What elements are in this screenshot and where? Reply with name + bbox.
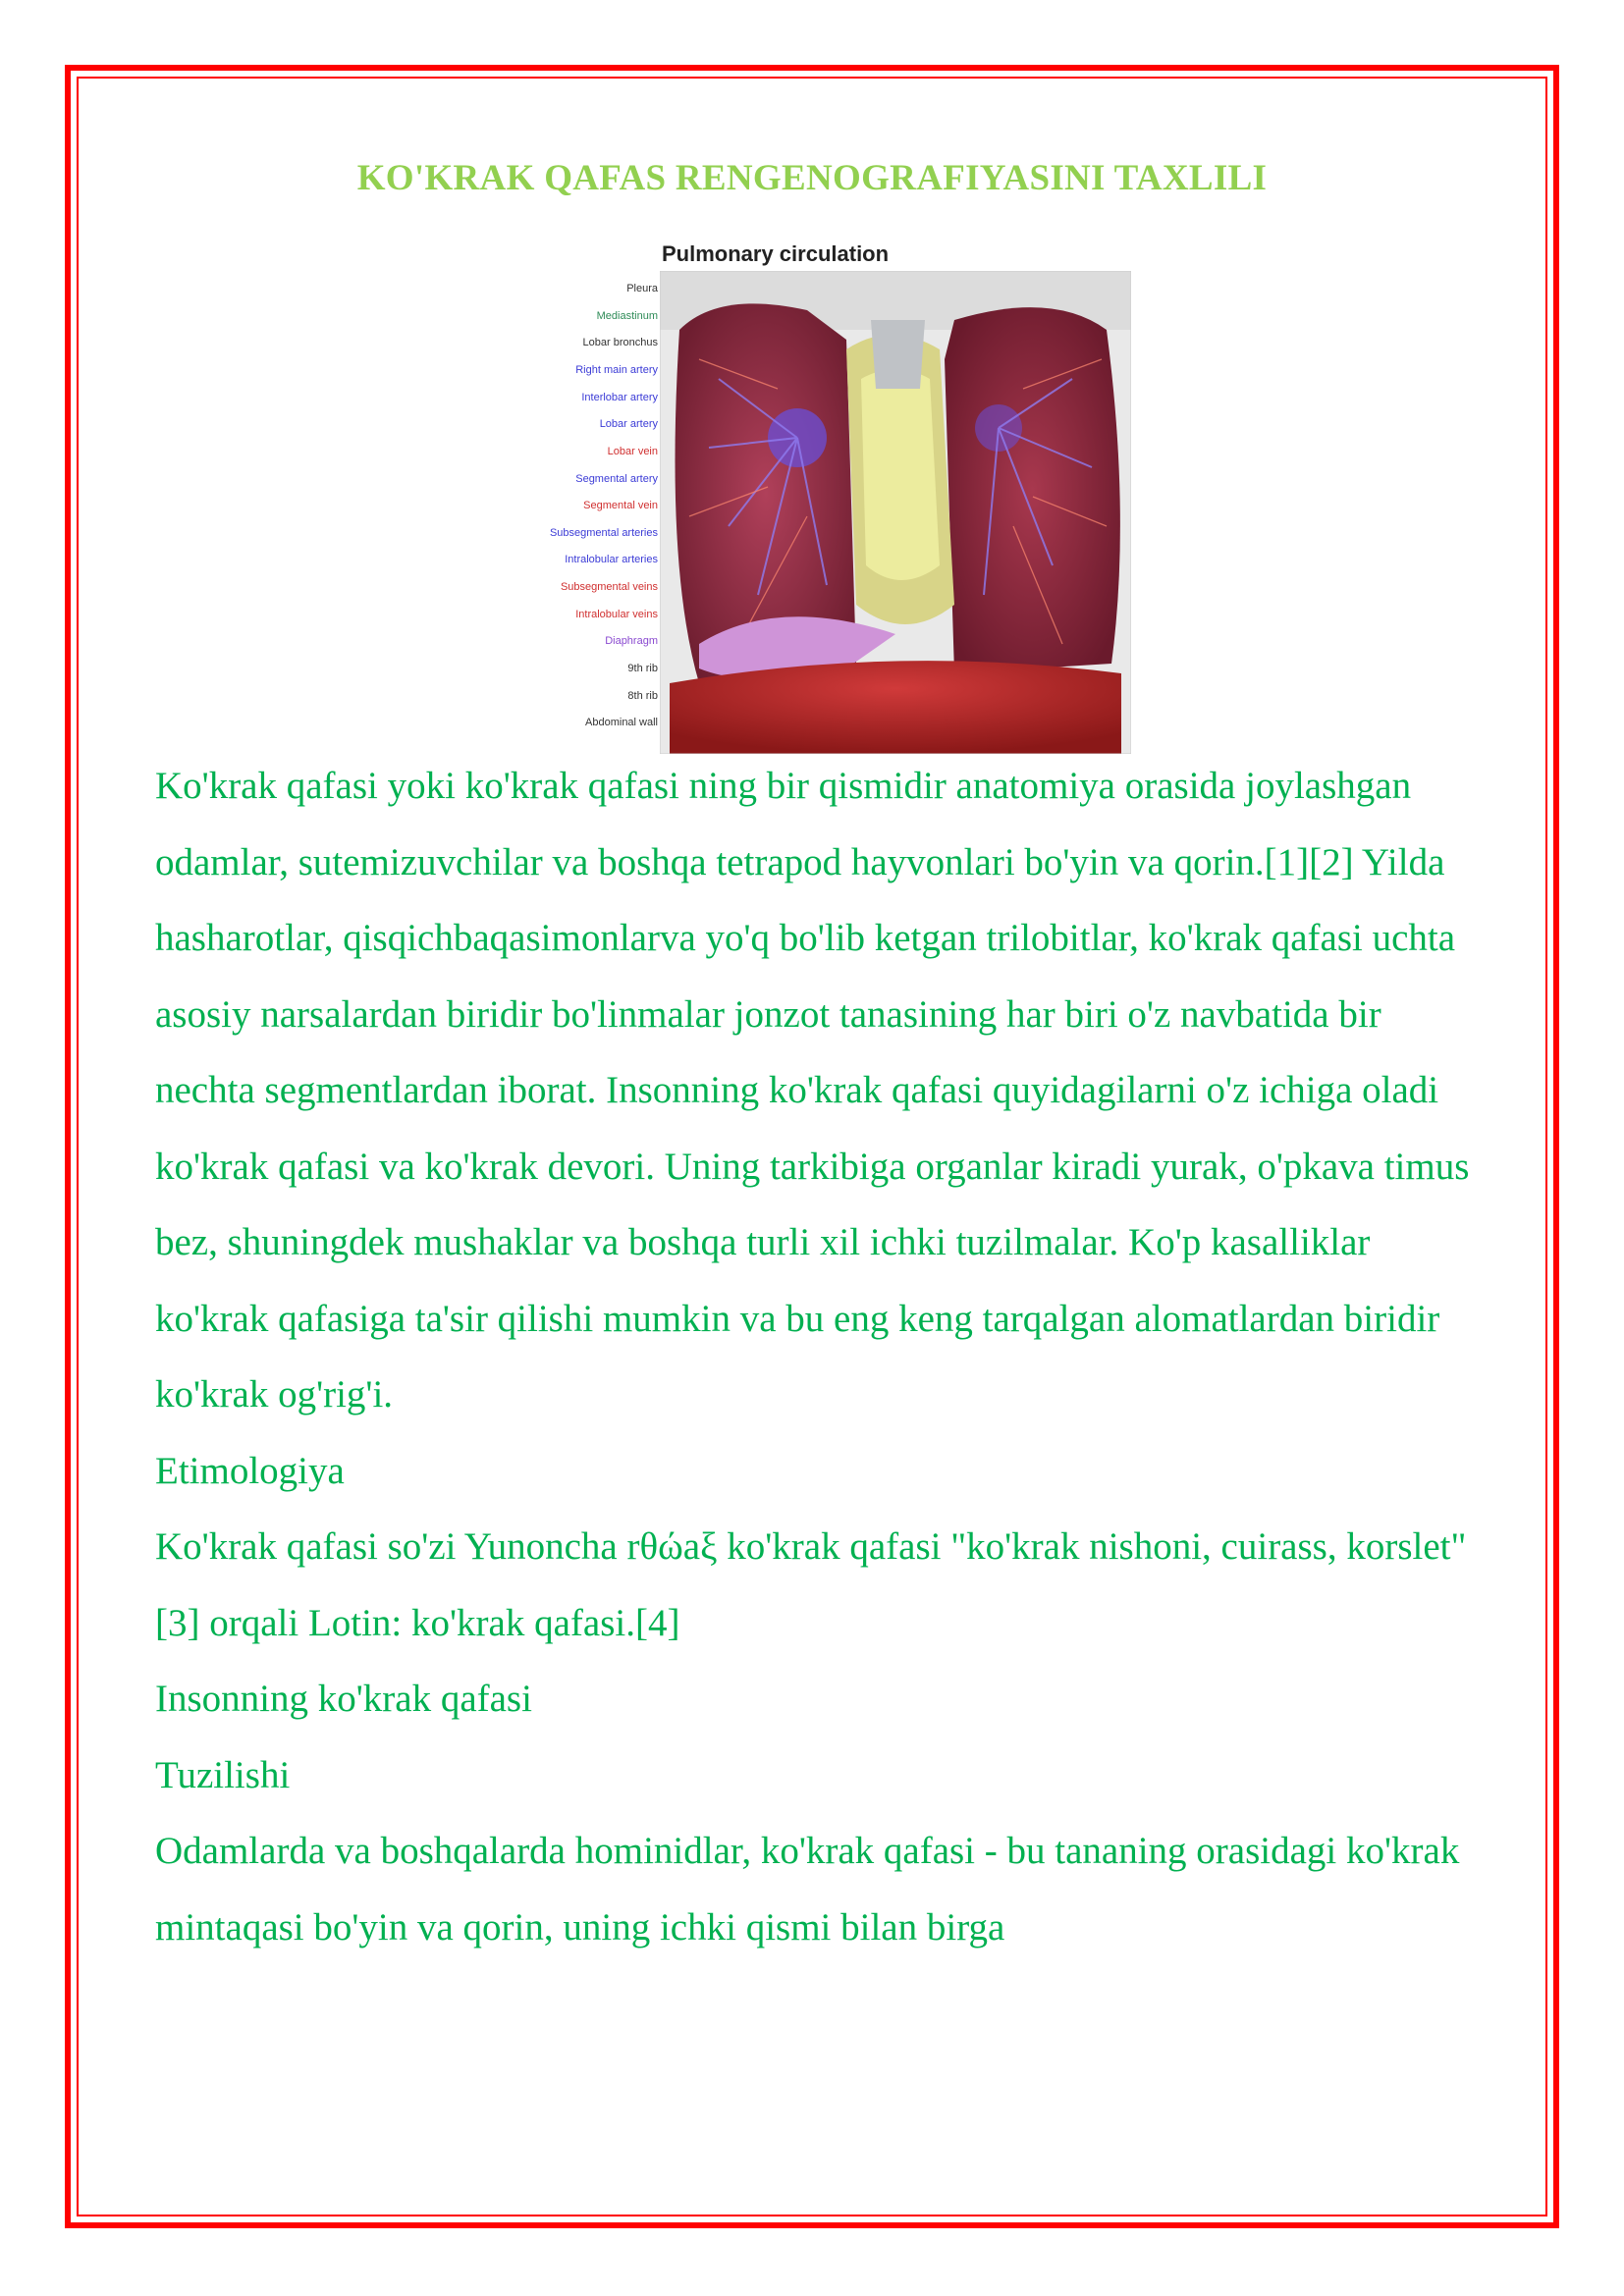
structure-paragraph: Odamlarda va boshqalarda hominidlar, ko'krak qafasi - bu tananing orasidagi ko'krak mintaqasi bo'yin va qorin, uning ichki qismi bilan birga	[155, 1830, 1460, 1949]
heading-etymology: Etimologiya	[155, 1449, 345, 1492]
heading-structure: Tuzilishi	[155, 1753, 291, 1796]
figure-title: Pulmonary circulation	[662, 241, 890, 266]
figure-labels	[491, 283, 658, 744]
figure-label: Subsegmental veins	[560, 581, 658, 594]
figure-label: Lobar vein	[607, 445, 658, 457]
figure-label: Segmental artery	[575, 472, 658, 485]
figure-label: 9th rib	[627, 663, 658, 675]
document-title: KO'KRAK QAFAS RENGENOGRAFIYASINI TAXLILI	[356, 158, 1268, 198]
figure-label: Diaphragm	[605, 635, 658, 648]
figure-label: Right main artery	[575, 363, 658, 376]
figure-label: Subsegmental arteries	[549, 526, 658, 539]
figure-label: Intralobular veins	[575, 608, 658, 620]
heading-human-thorax: Insonning ko'krak qafasi	[155, 1678, 532, 1720]
figure-label: Lobar artery	[599, 418, 658, 431]
figure-label: 8th rib	[627, 689, 658, 702]
figure-label: Intralobular arteries	[565, 554, 658, 566]
figure-label: Pleura	[626, 283, 658, 294]
figure-label: Abdominal wall	[585, 717, 658, 729]
body-text	[155, 748, 1490, 1965]
lung-illustration	[660, 271, 1131, 754]
pulmonary-circulation-figure	[491, 234, 1131, 754]
figure-label: Segmental vein	[583, 500, 658, 512]
etymology-paragraph: Ko'krak qafasi so'zi Yunoncha rθώaξ ko'krak qafasi "ko'krak nishoni, cuirass, korslet"[3] orqali Lotin: ko'krak qafasi.[4]	[155, 1525, 1467, 1644]
figure-label: Interlobar artery	[581, 391, 658, 403]
figure-label: Lobar bronchus	[582, 337, 658, 349]
figure-label: Mediastinum	[596, 309, 658, 322]
intro-paragraph: Ko'krak qafasi yoki ko'krak qafasi ning bir qismidir anatomiya orasida joylashgan odamlar, sutemizuvchilar va boshqa tetrapod hayvonlari bo'yin va qorin.[1][2] Yilda hasharotlar, qisqichbaqasimonlarva yo'q bo'lib ketgan trilobitlar, ko'krak qafasi uchta asosiy narsalardan biridir bo'linmalar jonzot tanasining har biri o'z navbatida bir nechta segmentlardan iborat. Insonning ko'krak qafasi quyidagilarni o'z ichiga oladi ko'krak qafasi va ko'krak devori. Uning tarkibiga organlar kiradi yurak, o'pkava timus bez, shuningdek mushaklar va boshqa turli xil ichki tuzilmalar. Ko'p kasalliklar ko'krak qafasiga ta'sir qilishi mumkin va bu eng keng tarqalgan alomatlardan biridir ko'krak og'rig'i.	[155, 765, 1470, 1415]
